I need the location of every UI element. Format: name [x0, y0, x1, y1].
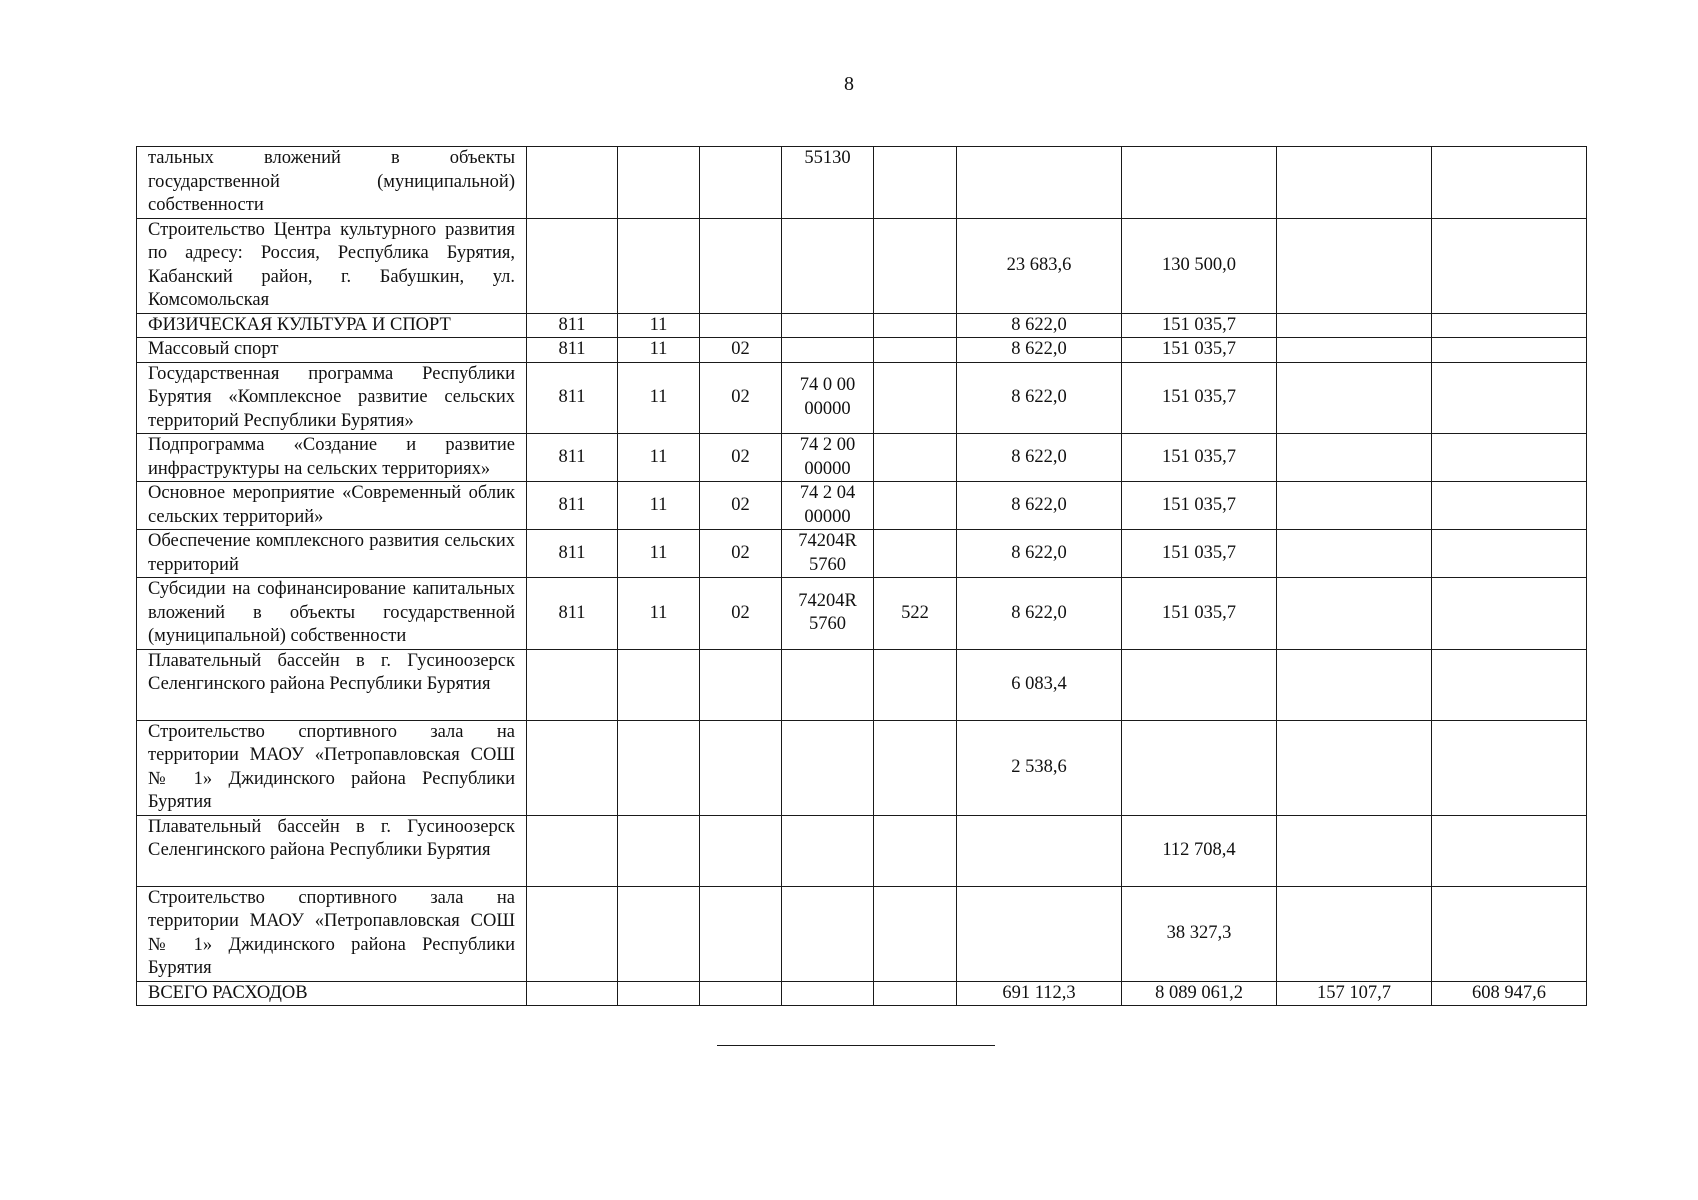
table-row — [137, 338, 1587, 363]
amount-cell-4 — [1432, 815, 1587, 886]
amount-cell-1: 8 622,0 — [957, 530, 1122, 578]
amount-cell-3 — [1277, 720, 1432, 815]
section-cell: 11 — [618, 313, 700, 338]
grbs-cell: 811 — [527, 578, 618, 650]
expense-type-cell — [874, 313, 957, 338]
grbs-cell: 811 — [527, 530, 618, 578]
budget-table — [136, 146, 1587, 1006]
section-cell: 11 — [618, 338, 700, 363]
row-name: Основное мероприятие «Современный облик сельских территорий» — [137, 482, 527, 530]
amount-cell-4 — [1432, 530, 1587, 578]
amount-cell-1: 23 683,6 — [957, 218, 1122, 313]
row-name: Государственная программа Республики Бурятия «Комплексное развитие сельских территорий Республики Бурятия» — [137, 362, 527, 434]
table-row — [137, 434, 1587, 482]
row-name: тальных вложений в объекты государственной (муниципальной) собственности — [137, 147, 527, 219]
section-cell — [618, 720, 700, 815]
section-cell — [618, 649, 700, 720]
target-article-cell — [782, 338, 874, 363]
amount-cell-3 — [1277, 482, 1432, 530]
amount-cell-2 — [1122, 147, 1277, 219]
expense-type-cell — [874, 482, 957, 530]
expense-type-cell — [874, 362, 957, 434]
row-name: Строительство спортивного зала на территории МАОУ «Петропавловская СОШ № 1» Джидинского района Республики Бурятия — [137, 720, 527, 815]
expense-type-cell — [874, 434, 957, 482]
amount-cell-2 — [1122, 720, 1277, 815]
amount-cell-2 — [1122, 649, 1277, 720]
amount-cell-1: 8 622,0 — [957, 482, 1122, 530]
target-article-cell — [782, 720, 874, 815]
target-article-cell: 74 2 00 00000 — [782, 434, 874, 482]
subsection-cell: 02 — [700, 578, 782, 650]
subsection-cell — [700, 147, 782, 219]
amount-cell-1: 8 622,0 — [957, 313, 1122, 338]
section-cell — [618, 815, 700, 886]
section-cell: 11 — [618, 362, 700, 434]
amount-cell-3 — [1277, 886, 1432, 981]
subsection-cell — [700, 815, 782, 886]
target-article-cell — [782, 649, 874, 720]
expense-type-cell — [874, 886, 957, 981]
closing-rule — [717, 1045, 995, 1046]
amount-cell-2: 151 035,7 — [1122, 362, 1277, 434]
grbs-cell: 811 — [527, 434, 618, 482]
grbs-cell — [527, 981, 618, 1006]
target-article-cell — [782, 313, 874, 338]
expense-type-cell — [874, 649, 957, 720]
expense-type-cell — [874, 530, 957, 578]
subsection-cell — [700, 649, 782, 720]
expense-type-cell — [874, 218, 957, 313]
grbs-cell — [527, 886, 618, 981]
amount-cell-4 — [1432, 434, 1587, 482]
amount-cell-4 — [1432, 886, 1587, 981]
target-article-cell — [782, 218, 874, 313]
amount-cell-1: 8 622,0 — [957, 434, 1122, 482]
expense-type-cell — [874, 981, 957, 1006]
amount-cell-3 — [1277, 649, 1432, 720]
row-name: Строительство Центра культурного развития по адресу: Россия, Республика Бурятия, Кабанский район, г. Бабушкин, ул. Комсомольская — [137, 218, 527, 313]
amount-cell-4: 608 947,6 — [1432, 981, 1587, 1006]
target-article-cell: 74 0 00 00000 — [782, 362, 874, 434]
table-row — [137, 886, 1587, 981]
grbs-cell — [527, 147, 618, 219]
expense-type-cell — [874, 815, 957, 886]
section-cell: 11 — [618, 434, 700, 482]
target-article-cell — [782, 981, 874, 1006]
amount-cell-3 — [1277, 530, 1432, 578]
expense-type-cell — [874, 338, 957, 363]
total-row — [137, 981, 1587, 1006]
subsection-cell: 02 — [700, 338, 782, 363]
amount-cell-2: 38 327,3 — [1122, 886, 1277, 981]
row-name: ФИЗИЧЕСКАЯ КУЛЬТУРА И СПОРТ — [137, 313, 527, 338]
target-article-cell: 55130 — [782, 147, 874, 219]
amount-cell-3 — [1277, 313, 1432, 338]
grbs-cell — [527, 815, 618, 886]
page-number: 8 — [844, 73, 854, 95]
target-article-cell — [782, 886, 874, 981]
table-row — [137, 147, 1587, 219]
grbs-cell — [527, 720, 618, 815]
row-name: Массовый спорт — [137, 338, 527, 363]
section-cell — [618, 981, 700, 1006]
amount-cell-3 — [1277, 362, 1432, 434]
row-name: Обеспечение комплексного развития сельских территорий — [137, 530, 527, 578]
grbs-cell — [527, 649, 618, 720]
section-cell: 11 — [618, 530, 700, 578]
amount-cell-1 — [957, 886, 1122, 981]
expense-type-cell — [874, 720, 957, 815]
amount-cell-1: 8 622,0 — [957, 362, 1122, 434]
amount-cell-3 — [1277, 815, 1432, 886]
amount-cell-2: 151 035,7 — [1122, 338, 1277, 363]
amount-cell-3 — [1277, 338, 1432, 363]
table-row — [137, 815, 1587, 886]
subsection-cell: 02 — [700, 362, 782, 434]
amount-cell-3 — [1277, 218, 1432, 313]
amount-cell-3: 157 107,7 — [1277, 981, 1432, 1006]
subsection-cell: 02 — [700, 482, 782, 530]
subsection-cell: 02 — [700, 434, 782, 482]
amount-cell-4 — [1432, 313, 1587, 338]
amount-cell-4 — [1432, 338, 1587, 363]
section-cell — [618, 218, 700, 313]
subsection-cell — [700, 313, 782, 338]
grbs-cell: 811 — [527, 482, 618, 530]
amount-cell-1: 691 112,3 — [957, 981, 1122, 1006]
amount-cell-3 — [1277, 147, 1432, 219]
amount-cell-4 — [1432, 578, 1587, 650]
expense-type-cell: 522 — [874, 578, 957, 650]
grbs-cell — [527, 218, 618, 313]
target-article-cell: 74204R 5760 — [782, 530, 874, 578]
row-name: ВСЕГО РАСХОДОВ — [137, 981, 527, 1006]
section-cell — [618, 147, 700, 219]
subsection-cell: 02 — [700, 530, 782, 578]
amount-cell-1 — [957, 815, 1122, 886]
section-cell — [618, 886, 700, 981]
amount-cell-4 — [1432, 218, 1587, 313]
amount-cell-2: 8 089 061,2 — [1122, 981, 1277, 1006]
amount-cell-4 — [1432, 362, 1587, 434]
section-cell: 11 — [618, 482, 700, 530]
amount-cell-1: 6 083,4 — [957, 649, 1122, 720]
grbs-cell: 811 — [527, 313, 618, 338]
amount-cell-2: 112 708,4 — [1122, 815, 1277, 886]
subsection-cell — [700, 886, 782, 981]
target-article-cell: 74 2 04 00000 — [782, 482, 874, 530]
amount-cell-2: 151 035,7 — [1122, 530, 1277, 578]
amount-cell-3 — [1277, 578, 1432, 650]
grbs-cell: 811 — [527, 362, 618, 434]
amount-cell-1 — [957, 147, 1122, 219]
table-row — [137, 530, 1587, 578]
row-name: Субсидии на софинансирование капитальных вложений в объекты государственной (муниципальной) собственности — [137, 578, 527, 650]
amount-cell-2: 151 035,7 — [1122, 578, 1277, 650]
expense-type-cell — [874, 147, 957, 219]
table-row — [137, 649, 1587, 720]
row-name: Плавательный бассейн в г. Гусиноозерск Селенгинского района Республики Бурятия — [137, 815, 527, 886]
subsection-cell — [700, 218, 782, 313]
table-row — [137, 578, 1587, 650]
amount-cell-1: 8 622,0 — [957, 578, 1122, 650]
row-name: Плавательный бассейн в г. Гусиноозерск Селенгинского района Республики Бурятия — [137, 649, 527, 720]
amount-cell-2: 130 500,0 — [1122, 218, 1277, 313]
amount-cell-2: 151 035,7 — [1122, 434, 1277, 482]
row-name: Строительство спортивного зала на территории МАОУ «Петропавловская СОШ № 1» Джидинского района Республики Бурятия — [137, 886, 527, 981]
amount-cell-3 — [1277, 434, 1432, 482]
amount-cell-4 — [1432, 482, 1587, 530]
amount-cell-4 — [1432, 720, 1587, 815]
subsection-cell — [700, 981, 782, 1006]
amount-cell-1: 8 622,0 — [957, 338, 1122, 363]
subsection-cell — [700, 720, 782, 815]
table-row — [137, 313, 1587, 338]
table-row — [137, 720, 1587, 815]
row-name: Подпрограмма «Создание и развитие инфраструктуры на сельских территориях» — [137, 434, 527, 482]
grbs-cell: 811 — [527, 338, 618, 363]
amount-cell-2: 151 035,7 — [1122, 482, 1277, 530]
table-row — [137, 362, 1587, 434]
amount-cell-4 — [1432, 649, 1587, 720]
amount-cell-2: 151 035,7 — [1122, 313, 1277, 338]
amount-cell-1: 2 538,6 — [957, 720, 1122, 815]
table-row — [137, 218, 1587, 313]
target-article-cell: 74204R 5760 — [782, 578, 874, 650]
amount-cell-4 — [1432, 147, 1587, 219]
table-row — [137, 482, 1587, 530]
section-cell: 11 — [618, 578, 700, 650]
target-article-cell — [782, 815, 874, 886]
